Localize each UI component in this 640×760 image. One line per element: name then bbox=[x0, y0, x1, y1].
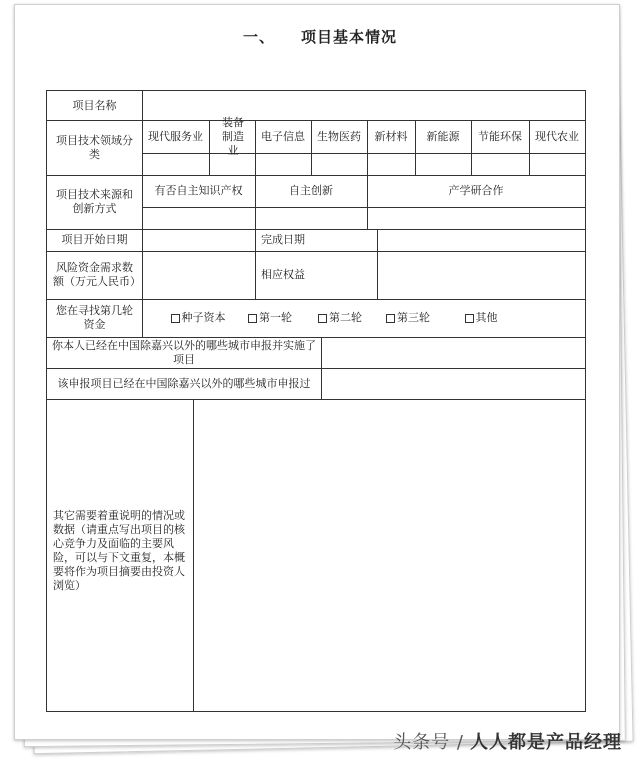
domain-option: 电子信息 bbox=[261, 129, 305, 143]
domain-option: 现代农业 bbox=[535, 129, 579, 143]
checkbox-icon bbox=[248, 314, 257, 323]
domain-option: 新能源 bbox=[426, 129, 460, 143]
domain-option: 现代服务业 bbox=[148, 129, 203, 143]
checkbox-icon bbox=[318, 314, 327, 323]
source-option: 有否自主知识产权 bbox=[154, 184, 243, 197]
round-option-label: 其他 bbox=[475, 311, 498, 324]
additional-notes-label: 其它需要着重说明的情况或数据（请重点写出项目的核心竞争力及面临的主要风险，可以与下文重复，本概要将作为项目摘要由投资人浏览） bbox=[53, 509, 185, 592]
checkbox-icon bbox=[465, 314, 474, 323]
start-date-label: 项目开始日期 bbox=[61, 233, 128, 246]
declared-cities-label: 该申报项目已经在中国除嘉兴以外的哪些城市申报过 bbox=[57, 376, 311, 390]
round-option-label: 第一轮 bbox=[259, 311, 292, 324]
checkbox-icon bbox=[386, 314, 395, 323]
tech-source-label: 项目技术来源和创新方式 bbox=[56, 188, 133, 215]
domain-option: 节能环保 bbox=[478, 129, 522, 143]
domain-option: 新材料 bbox=[374, 129, 408, 143]
domain-option: 装备制造业 bbox=[222, 115, 244, 157]
column-divider bbox=[209, 120, 210, 175]
risk-funding-label: 风险资金需求数额（万元人民币） bbox=[53, 261, 141, 288]
watermark-text: 头条号 / bbox=[393, 732, 464, 753]
section-number: 一、 bbox=[242, 28, 275, 46]
watermark-logo: 人人都是产品经理 bbox=[470, 732, 622, 753]
watermark bbox=[393, 728, 622, 754]
section-title bbox=[0, 26, 640, 47]
equity-label: 相应权益 bbox=[261, 268, 305, 281]
round-option-label: 第二轮 bbox=[329, 311, 362, 324]
column-divider bbox=[321, 337, 322, 399]
column-divider bbox=[377, 229, 378, 299]
round-option-other[interactable] bbox=[459, 299, 503, 337]
row-divider bbox=[142, 207, 585, 208]
project-name-label: 项目名称 bbox=[72, 98, 117, 112]
column-divider bbox=[193, 399, 194, 711]
round-option-label: 种子资本 bbox=[181, 311, 226, 324]
row-divider bbox=[47, 399, 585, 400]
source-option: 自主创新 bbox=[289, 184, 333, 197]
other-cities-implemented-label: 你本人已经在中国除嘉兴以外的哪些城市申报并实施了项目 bbox=[52, 338, 316, 366]
project-form-table bbox=[46, 90, 586, 712]
source-option: 产学研合作 bbox=[448, 184, 504, 197]
section-title-text: 项目基本情况 bbox=[301, 28, 398, 46]
round-option-first[interactable] bbox=[243, 299, 297, 337]
round-option-label: 第三轮 bbox=[397, 311, 430, 324]
checkbox-icon bbox=[171, 314, 180, 323]
round-option-second[interactable] bbox=[313, 299, 367, 337]
round-option-third[interactable] bbox=[381, 299, 435, 337]
round-option-seed[interactable] bbox=[165, 299, 231, 337]
end-date-label: 完成日期 bbox=[261, 233, 305, 246]
tech-domain-label: 项目技术领域分类 bbox=[56, 133, 133, 161]
funding-round-label: 您在寻找第几轮资金 bbox=[56, 304, 133, 331]
domain-option: 生物医药 bbox=[317, 129, 361, 143]
